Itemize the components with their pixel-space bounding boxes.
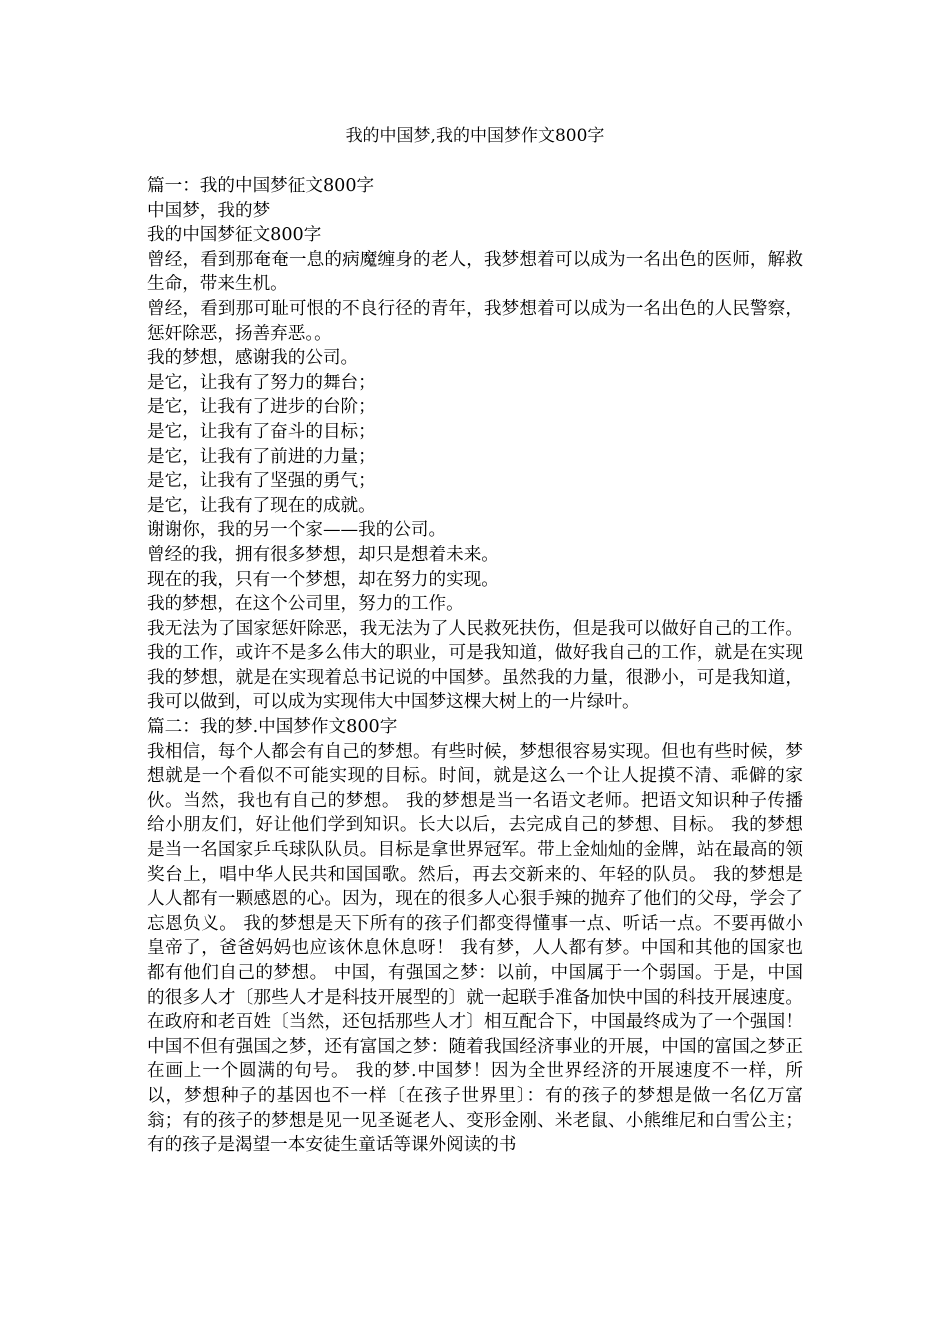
heading-part-one: 篇一：我的中国梦征文800字 <box>147 176 375 196</box>
paragraph: 我无法为了国家惩奸除恶，我无法为了人民救死扶伤，但是我可以做好自己的工作。我的工作，或许不是多么伟大的职业，可是我知道，做好我自己的工作，就是在实现我的梦想，就是在实现着总书记说的中国梦。虽然我的力量，很渺小，可是我知道，我可以做到，可以成为实现伟大中国梦这棵大树上的一片绿叶。 <box>147 618 803 713</box>
paragraph: 是它，让我有了进步的台阶； <box>147 397 376 418</box>
paragraph: 是它，让我有了前进的力量； <box>147 446 376 467</box>
paragraph: 谢谢你，我的另一个家——我的公司。 <box>147 520 447 541</box>
paragraph: 我的梦想，感谢我的公司。 <box>147 348 359 369</box>
paragraph: 我相信，每个人都会有自己的梦想。有些时候，梦想很容易实现。但也有些时候，梦想就是一个看似不可能实现的目标。时间，就是这么一个让人捉摸不清、乖僻的家伙。当然，我也有自己的梦想。 我的梦想是当一名语文老师。把语文知识种子传播给小朋友们，好让他们学到知识。长大以后，去完成自己的梦想、目标。 我的梦想是当一名国家乒乓球队队员。目标是拿世界冠军。带上金灿灿的金牌，站在最高的领奖台上，唱中华人民共和国国歌。然后，再去交新来的、年轻的队员。 我的梦想是人人都有一颗感恩的心。因为，现在的很多人心狠手辣的抛弃了他们的父母，学会了忘恩负义。 我的梦想是天下所有的孩子们都变得懂事一点、听话一点。不要再做小皇帝了，爸爸妈妈也应该休息休息呀！ 我有梦，人人都有梦。中国和其他的国家也都有他们自己的梦想。 中国，有强国之梦：以前，中国属于一个弱国。于是，中国的很多人才〔那些人才是科技开展型的〕就一起联手准备加快中国的科技开展速度。在政府和老百姓〔当然，还包括那些人才〕相互配合下，中国最终成为了一个强国！ 中国不但有强国之梦，还有富国之梦：随着我国经济事业的开展，中国的富国之梦正在画上一个圆满的句号。 我的梦.中国梦！因为全世界经济的开展速度不一样，所以，梦想种子的基因也不一样〔在孩子世界里〕：有的孩子的梦想是做一名亿万富翁；有的孩子的梦想是见一见圣诞老人、变形金刚、米老鼠、小熊维尼和白雪公主；有的孩子是渴望一本安徒生童话等课外阅读的书 <box>147 741 803 1156</box>
paragraph: 曾经，看到那奄奄一息的病魔缠身的老人，我梦想着可以成为一名出色的医师，解救生命，带来生机。 <box>147 249 803 295</box>
paragraph: 是它，让我有了现在的成就。 <box>147 495 376 516</box>
heading-part-two: 篇二：我的梦.中国梦作文800字 <box>147 717 398 738</box>
subtitle-line: 中国梦，我的梦 <box>147 200 271 221</box>
paragraph: 曾经，看到那可耻可恨的不良行径的青年，我梦想着可以成为一名出色的人民警察，惩奸除恶，扬善弃恶。。 <box>147 298 803 344</box>
document-title: 我的中国梦,我的中国梦作文800字 <box>345 126 605 146</box>
paragraph: 我的梦想，在这个公司里，努力的工作。 <box>147 594 464 615</box>
paragraph: 曾经的我，拥有很多梦想，却只是想着未来。 <box>147 544 499 565</box>
paragraph: 是它，让我有了努力的舞台； <box>147 372 376 393</box>
paragraph: 是它，让我有了坚强的勇气； <box>147 471 376 492</box>
paragraph: 现在的我，只有一个梦想，却在努力的实现。 <box>147 569 499 590</box>
paragraph: 是它，让我有了奋斗的目标； <box>147 421 376 442</box>
document-body <box>147 174 803 1158</box>
essay-title-line: 我的中国梦征文800字 <box>147 225 322 246</box>
